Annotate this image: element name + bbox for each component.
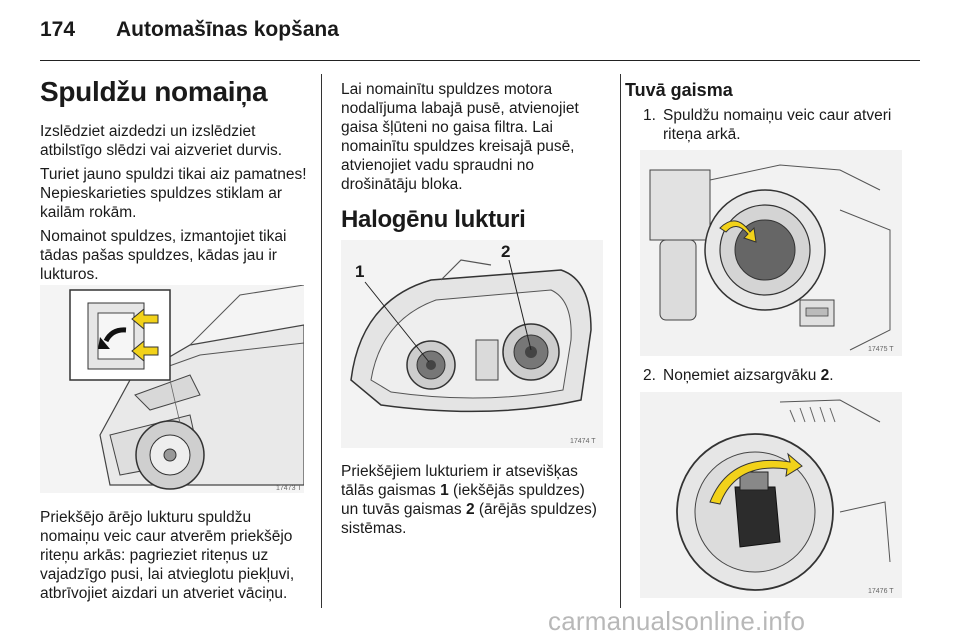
running-title: Automašīnas kopšana <box>116 18 339 41</box>
paragraph-handle-bulb: Turiet jauno spuldzi tikai aiz pamatnes! Nepieskarieties spuldzes stiklam ar kailām rokām. <box>40 166 307 221</box>
headlamp-illustration <box>341 240 603 448</box>
paragraph-disconnect: Lai nomainītu spuldzes motora nodalījuma labajā pusē, atvienojiet gaisa šļūteni no gaisa filtra. Lai nomainītu spuldzes kreisajā pusē, atvienojiet vadu spraudni no drošinātāju bloka. <box>341 81 579 193</box>
car-front-illustration <box>40 285 304 493</box>
figure-protective-cap <box>640 392 902 598</box>
paragraph-ignition: Izslēdziet aizdedzi un izslēdziet atbilstīgo slēdzi vai aizveriet durvis. <box>40 123 283 159</box>
callout-label-1: 1 <box>355 262 365 281</box>
figure-ref-17474: 17474 T <box>570 438 596 445</box>
section-title: Spuldžu nomaiņa <box>40 76 268 107</box>
step-1 <box>643 106 905 144</box>
page-number: 174 <box>40 18 76 41</box>
header-rule <box>40 60 920 61</box>
caption-text-a: Priekšējiem lukturiem ir atsevišķas tālās gaismas <box>341 463 578 499</box>
step-2-text: Noņemiet aizsargvāku <box>663 367 821 384</box>
section-title-dipped-beam: Tuvā gaisma <box>625 80 733 100</box>
caption-ref-2: 2 <box>465 501 475 518</box>
paragraph-same-bulbs: Nomainot spuldzes, izmantojiet tikai tādas pašas spuldzes, kādas jau ir lukturos. <box>40 228 287 283</box>
caption-headlamp <box>341 462 603 538</box>
figure-ref-17473: 17473 T <box>276 485 302 492</box>
step-2 <box>643 366 905 385</box>
figure-wheel-arch-opening <box>640 150 902 356</box>
steps-list-2 <box>643 366 905 385</box>
section-title-halogen: Halogēnu lukturi <box>341 206 526 233</box>
callout-label-2: 2 <box>501 242 511 261</box>
page-header <box>40 18 920 48</box>
watermark: carmanualsonline.info <box>548 606 806 636</box>
step-2-ref: 2 <box>820 367 830 384</box>
figure-ref-17475: 17475 T <box>868 346 894 353</box>
caption-text-c: (ārējās spuldzes) sistēmas. <box>341 501 597 537</box>
step-2-number: 2. <box>643 367 656 384</box>
figure-ref-17476: 17476 T <box>868 588 894 595</box>
caption-wheel-arch: Priekšējo ārējo lukturu spuldžu nomaiņu veic caur atverēm priekšējo riteņu arkās: pagrieziet riteņus uz vajadzīgo pusi, lai atvieglotu piekļuvi, atbrīvojiet aizdari un atveriet vāciņu. <box>40 509 295 602</box>
step-1-number: 1. <box>643 107 656 124</box>
caption-text-b: (iekšējās spuldzes) un tuvās gaismas <box>341 482 585 518</box>
column-divider-2 <box>620 74 621 608</box>
caption-ref-1: 1 <box>440 482 449 499</box>
step-2-end: . <box>829 367 834 384</box>
figure-halogen-headlamp <box>341 240 603 448</box>
wheel-arch-opening-illustration <box>640 150 902 356</box>
figure-car-wheel-arch <box>40 285 304 493</box>
steps-list-1 <box>643 106 905 144</box>
step-1-text: Spuldžu nomaiņu veic caur atveri riteņa arkā. <box>663 107 892 143</box>
protective-cap-illustration <box>640 392 902 598</box>
column-divider-1 <box>321 74 322 608</box>
